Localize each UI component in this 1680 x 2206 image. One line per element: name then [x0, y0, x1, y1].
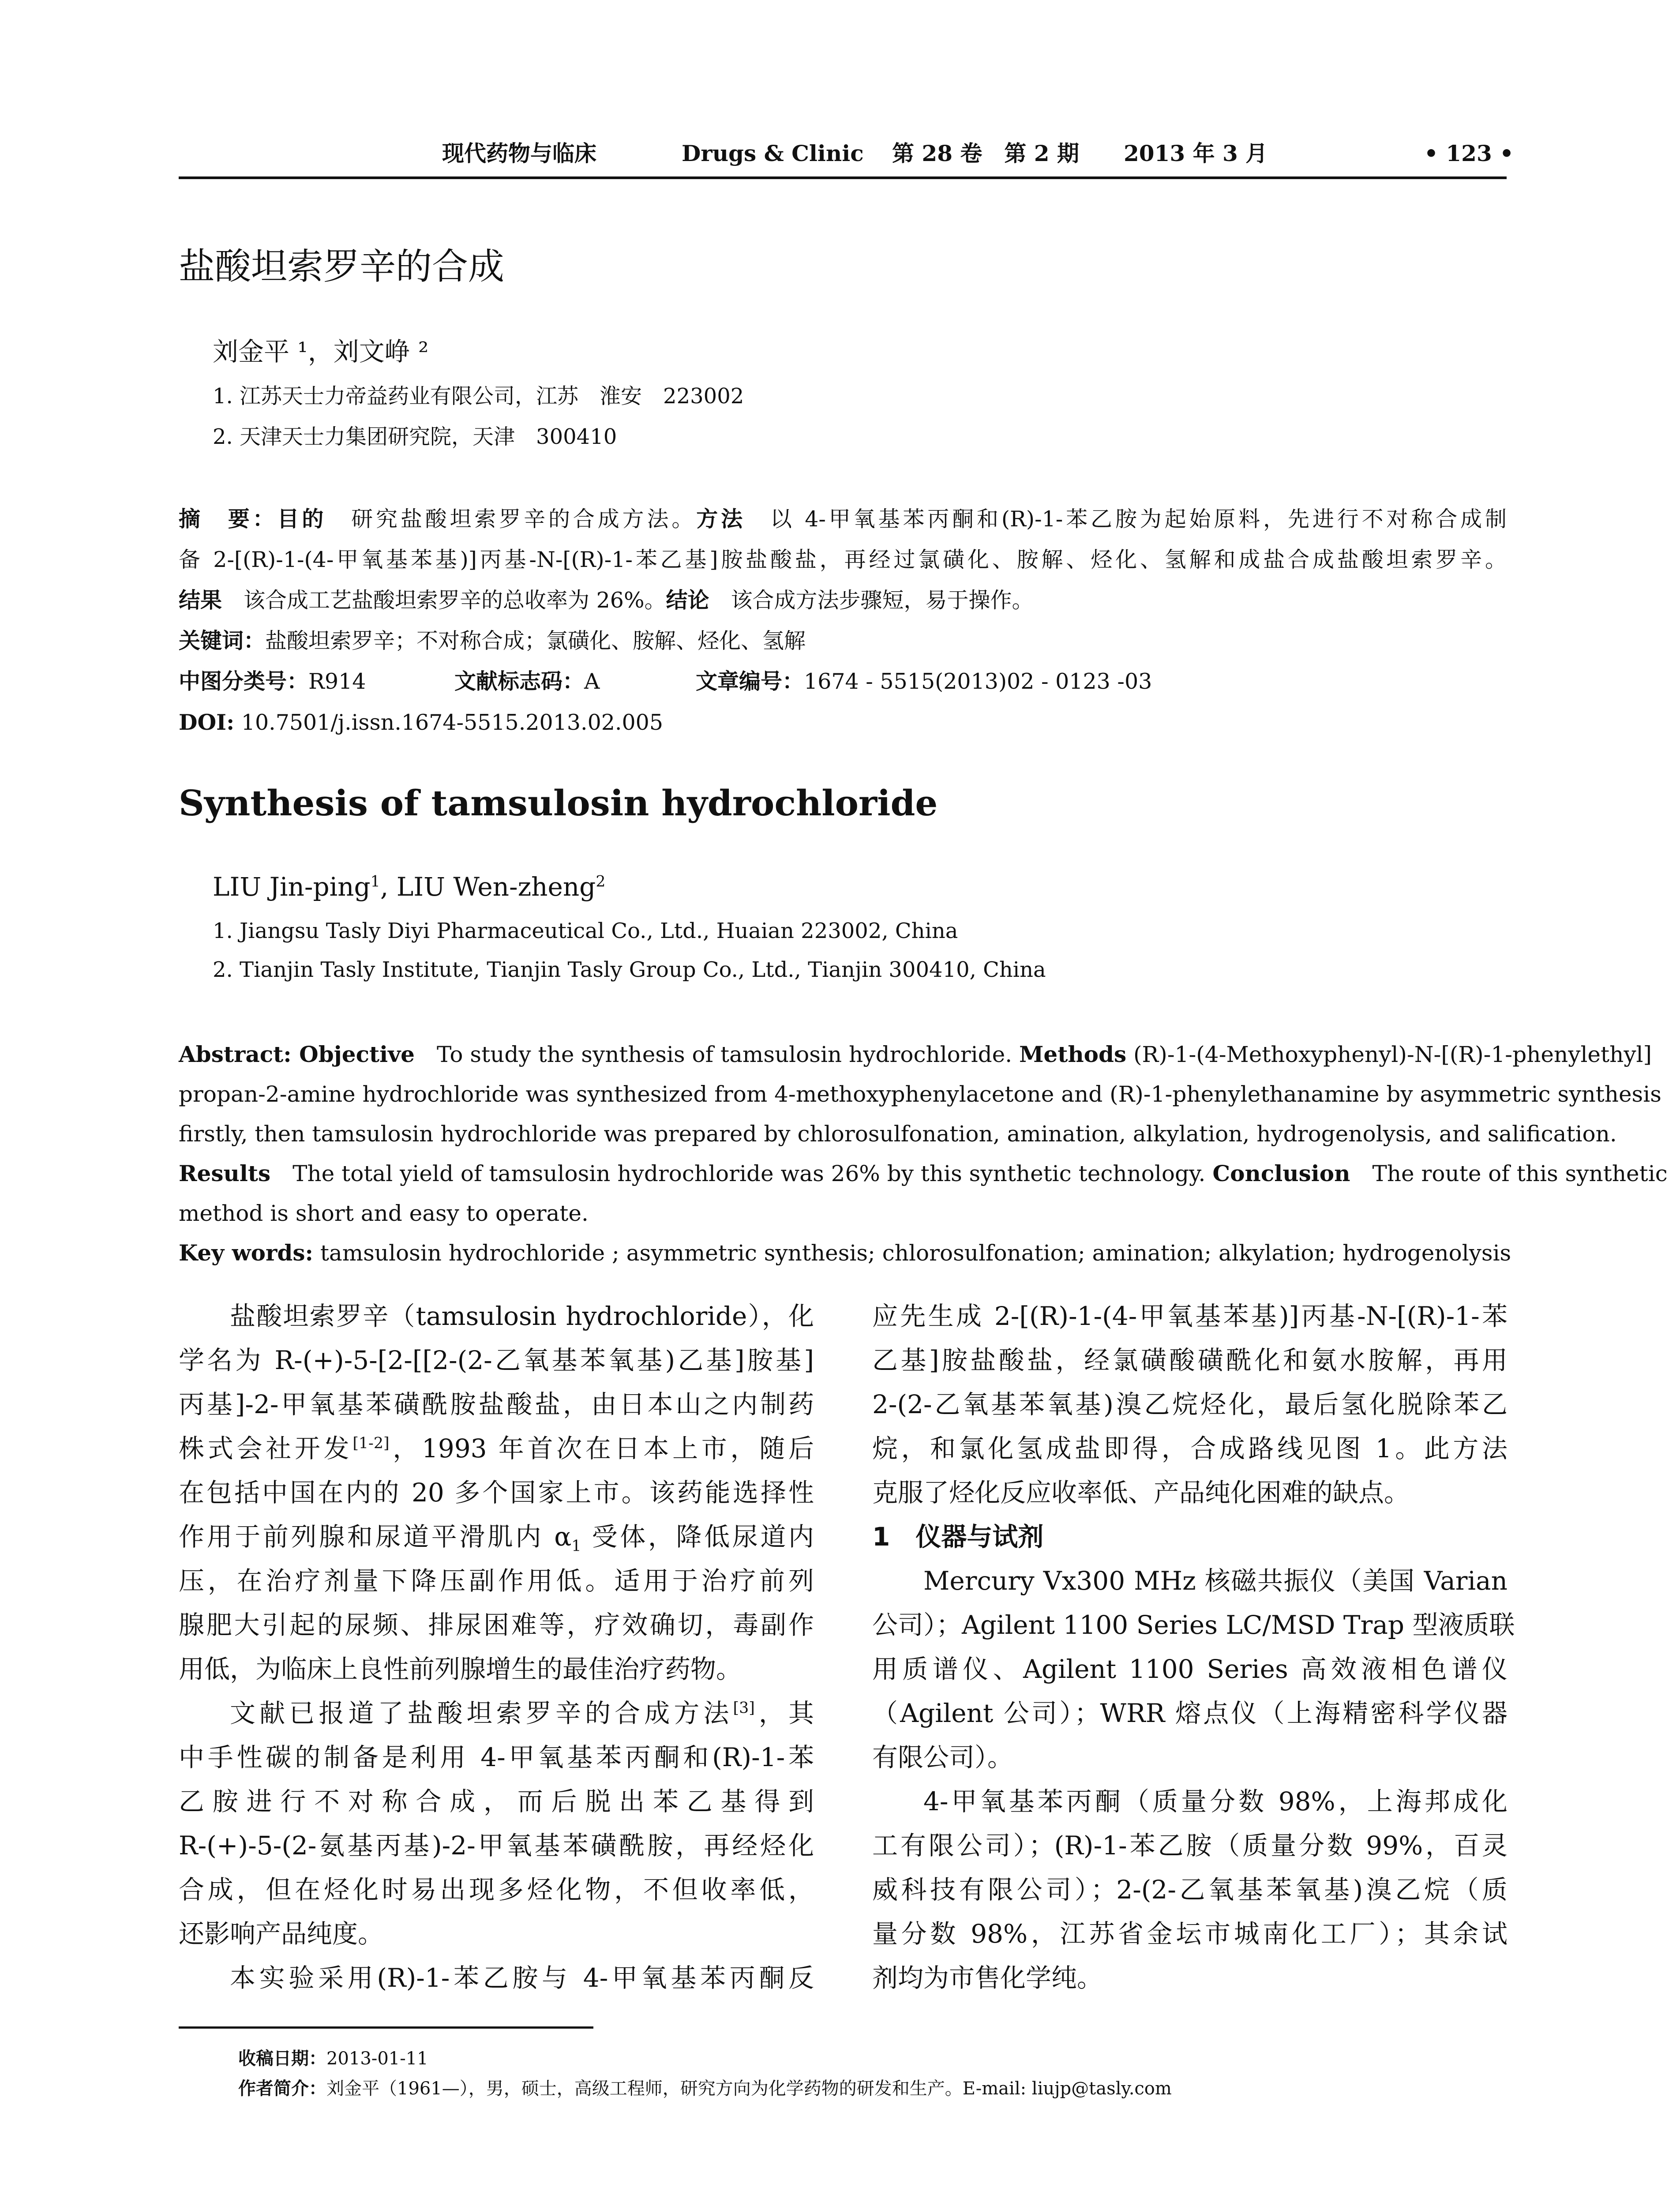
page-number: • 123 •: [1424, 140, 1514, 166]
affiliation-en-1: 1. Jiangsu Tasly Diyi Pharmaceutical Co., Ltd., Huaian 223002, China: [213, 919, 958, 943]
doi-label: DOI:: [179, 709, 235, 735]
article-title-en: Synthesis of tamsulosin hydrochloride: [179, 782, 938, 824]
affiliation-en-2: 2. Tianjin Tasly Institute, Tianjin Tasly Group Co., Ltd., Tianjin 300410, China: [213, 957, 1046, 982]
affiliation-zh-2: 2. 天津天士力集团研究院，天津 300410: [213, 424, 617, 449]
authors-en: [213, 871, 605, 902]
body-left-p2-line: R-(+)-5-(2-氨基丙基)-2-甲氧基苯磺酰胺，再经烃化: [179, 1831, 814, 1861]
body-right-p3-line: 剂均为市售化学纯。: [872, 1963, 1103, 1993]
author-en-2-affil: 2: [596, 873, 606, 891]
abstract-zh-results-label: 结果: [179, 588, 222, 613]
received-label: 收稿日期：: [238, 2048, 326, 2069]
body-left-p1-line: 受体，降低尿道内: [581, 1522, 814, 1552]
volume-issue: 第 28 卷 第 2 期: [892, 140, 1079, 166]
abstract-en-line-3: firstly, then tamsulosin hydrochloride was prepared by chlorosulfonation, amination, alkylation, hydrogenolysis, and salification.: [179, 1121, 1617, 1147]
body-right-p1-line: 烷，和氯化氢成盐即得，合成路线见图 1。此方法: [872, 1433, 1508, 1463]
body-left-column: [179, 1294, 814, 2000]
body-left-p2-line: 合成，但在烃化时易出现多烃化物，不但收率低，: [179, 1875, 814, 1905]
author-en-separator: ,: [380, 872, 397, 902]
article-number-value: 1674 - 5515(2013)02 - 0123 -03: [804, 669, 1152, 694]
citation-3: [3]: [733, 1699, 755, 1717]
abstract-zh-conclusion-text: 该合成方法步骤短，易于操作。: [709, 588, 1034, 613]
body-left-p1-line: 压，在治疗剂量下降压副作用低。适用于治疗前列: [179, 1566, 814, 1596]
article-number-label: 文章编号：: [696, 669, 804, 694]
journal-name-en: Drugs & Clinic: [682, 140, 864, 166]
body-right-p2-line: 用质谱仪、Agilent 1100 Series 高效液相色谱仪: [872, 1654, 1508, 1684]
alpha-subscript: 1: [571, 1537, 581, 1555]
body-left-p1-line: 在包括中国在内的 20 多个国家上市。该药能选择性: [179, 1478, 814, 1508]
journal-name-zh: 现代药物与临床: [442, 140, 596, 166]
publication-date: 2013 年 3 月: [1124, 140, 1268, 166]
received-date: 2013-01-11: [326, 2048, 428, 2069]
abstract-en-objective: To study the synthesis of tamsulosin hydrochloride.: [414, 1042, 1020, 1067]
body-left-p3-line: 本实验采用(R)-1-苯乙胺与 4-甲氧基苯丙酮反: [230, 1963, 814, 1993]
author-en-1: LIU Jin-ping: [213, 872, 371, 902]
doi-value: 10.7501/j.issn.1674-5515.2013.02.005: [234, 710, 664, 735]
abstract-en-label: Abstract: Objective: [179, 1041, 415, 1067]
abstract-zh-label: 摘 要：目的: [179, 506, 327, 532]
abstract-en-conclusion-label: Conclusion: [1212, 1160, 1350, 1186]
body-right-p2-line: （Agilent 公司）；WRR 熔点仪（上海精密科学仪器: [872, 1698, 1508, 1728]
body-left-p1-line: 盐酸坦索罗辛（tamsulosin hydrochloride），化: [230, 1301, 814, 1331]
clc-label: 中图分类号：: [179, 669, 309, 694]
abstract-zh: [179, 499, 1507, 743]
abstract-zh-results-text: 该合成工艺盐酸坦索罗辛的总收率为 26%。: [222, 588, 666, 613]
abstract-en-conclusion-start: The route of this synthetic: [1350, 1161, 1668, 1186]
abstract-zh-objective: 研究盐酸坦索罗辛的合成方法。: [326, 506, 697, 532]
footnote-author: [238, 2077, 1172, 2100]
section-heading-1: 1 仪器与试剂: [872, 1522, 1044, 1552]
body-right-p2-line: Mercury Vx300 MHz 核磁共振仪（美国 Varian: [923, 1566, 1508, 1596]
header-rule: [179, 176, 1507, 179]
body-left-p1-line: 丙基]-2-甲氧基苯磺酰胺盐酸盐，由日本山之内制药: [179, 1389, 814, 1419]
abstract-zh-conclusion-label: 结论: [666, 588, 709, 613]
body-right-p1-line: 克服了烃化反应收率低、产品纯化困难的缺点。: [872, 1478, 1410, 1508]
footnote-rule: [179, 2026, 593, 2029]
body-right-p1-line: 乙基]胺盐酸盐，经氯磺酸磺酰化和氨水胺解，再用: [872, 1345, 1508, 1375]
abstract-zh-line-2: 备 2-[(R)-1-(4-甲氧基苯基)]丙基-N-[(R)-1-苯乙基]胺盐酸盐，再经过氯磺化、胺解、烃化、氢解和成盐合成盐酸坦索罗辛。: [179, 547, 1507, 572]
abstract-en-results-label: Results: [179, 1160, 271, 1186]
affiliation-zh-1: 1. 江苏天士力帝益药业有限公司，江苏 淮安 223002: [213, 384, 744, 409]
footnote-received: [238, 2047, 428, 2070]
author-en-2: LIU Wen-zheng: [396, 872, 596, 902]
body-left-p2-line: 乙胺进行不对称合成，而后脱出苯乙基得到: [179, 1786, 814, 1816]
doc-code-label: 文献标志码：: [454, 669, 585, 694]
body-left-p2-line: ，其: [754, 1698, 814, 1728]
citation-1-2: [1-2]: [352, 1434, 390, 1452]
keywords-en-text: tamsulosin hydrochloride ; asymmetric synthesis; chlorosulfonation; amination; alkylation; hydrogenolysis: [313, 1240, 1511, 1266]
abstract-en-methods-label: Methods: [1019, 1041, 1127, 1067]
abstract-en: [179, 1035, 1668, 1273]
body-right-p2-line: 公司）；Agilent 1100 Series LC/MSD Trap 型液质联: [872, 1610, 1515, 1640]
author-bio-label: 作者简介：: [238, 2078, 326, 2099]
body-right-p1-line: 2-(2-乙氧基苯氧基)溴乙烷烃化，最后氢化脱除苯乙: [872, 1389, 1508, 1419]
body-right-p2-line: 有限公司）。: [872, 1742, 1013, 1772]
body-right-column: [872, 1294, 1515, 2000]
body-left-p1-line: 腺肥大引起的尿频、排尿困难等，疗效确切，毒副作: [179, 1610, 814, 1640]
body-right-p3-line: 量分数 98%，江苏省金坛市城南化工厂）；其余试: [872, 1919, 1508, 1949]
body-left-p2-line: 文献已报道了盐酸坦索罗辛的合成方法: [230, 1698, 733, 1728]
body-right-p3-line: 4-甲氧基苯丙酮（质量分数 98%，上海邦成化: [923, 1786, 1508, 1816]
body-left-p2-line: 还影响产品纯度。: [179, 1919, 384, 1949]
abstract-en-results-text: The total yield of tamsulosin hydrochloride was 26% by this synthetic technology.: [270, 1161, 1213, 1186]
abstract-zh-methods-label: 方法: [696, 506, 746, 532]
article-title-zh: 盐酸坦索罗辛的合成: [179, 246, 505, 288]
abstract-en-methods-start: (R)-1-(4-Methoxyphenyl)-N-[(R)-1-phenylethyl]: [1126, 1042, 1652, 1067]
body-right-p3-line: 工有限公司）；(R)-1-苯乙胺（质量分数 99%，百灵: [872, 1831, 1508, 1861]
body-left-p1-line: 作用于前列腺和尿道平滑肌内 α: [179, 1522, 572, 1552]
body-right-p3-line: 威科技有限公司）；2-(2-乙氧基苯氧基)溴乙烷（质: [872, 1875, 1508, 1905]
authors-zh: 刘金平 ¹，刘文峥 ²: [213, 337, 429, 367]
author-en-1-affil: 1: [370, 873, 380, 891]
body-left-p1-line: 学名为 R-(+)-5-[2-[[2-(2-乙氧基苯氧基)乙基]胺基]: [179, 1345, 814, 1375]
doc-code-value: A: [584, 669, 600, 694]
abstract-en-line-2: propan-2-amine hydrochloride was synthesized from 4-methoxyphenylacetone and (R)-1-phenylethanamine by asymmetric synthesis: [179, 1081, 1661, 1107]
clc-value: R914: [308, 669, 366, 694]
keywords-en-label: Key words:: [179, 1240, 313, 1266]
body-right-p1-line: 应先生成 2-[(R)-1-(4-甲氧基苯基)]丙基-N-[(R)-1-苯: [872, 1301, 1508, 1331]
body-left-p1-line: 株式会社开发: [179, 1433, 353, 1463]
abstract-en-line-5: method is short and easy to operate.: [179, 1201, 589, 1226]
body-left-p1-line: 用低，为临床上良性前列腺增生的最佳治疗药物。: [179, 1654, 742, 1684]
keywords-zh-label: 关键词：: [179, 628, 266, 653]
body-left-p1-line: ，1993 年首次在日本上市，随后: [389, 1433, 814, 1463]
abstract-zh-methods-text: 以 4-甲氧基苯丙酮和(R)-1-苯乙胺为起始原料，先进行不对称合成制: [746, 506, 1507, 532]
author-bio: 刘金平（1961—），男，硕士，高级工程师，研究方向为化学药物的研发和生产。E-mail: liujp@tasly.com: [326, 2078, 1172, 2099]
body-left-p2-line: 中手性碳的制备是利用 4-甲氧基苯丙酮和(R)-1-苯: [179, 1742, 814, 1772]
keywords-zh-text: 盐酸坦索罗辛；不对称合成；氯磺化、胺解、烃化、氢解: [265, 628, 806, 653]
